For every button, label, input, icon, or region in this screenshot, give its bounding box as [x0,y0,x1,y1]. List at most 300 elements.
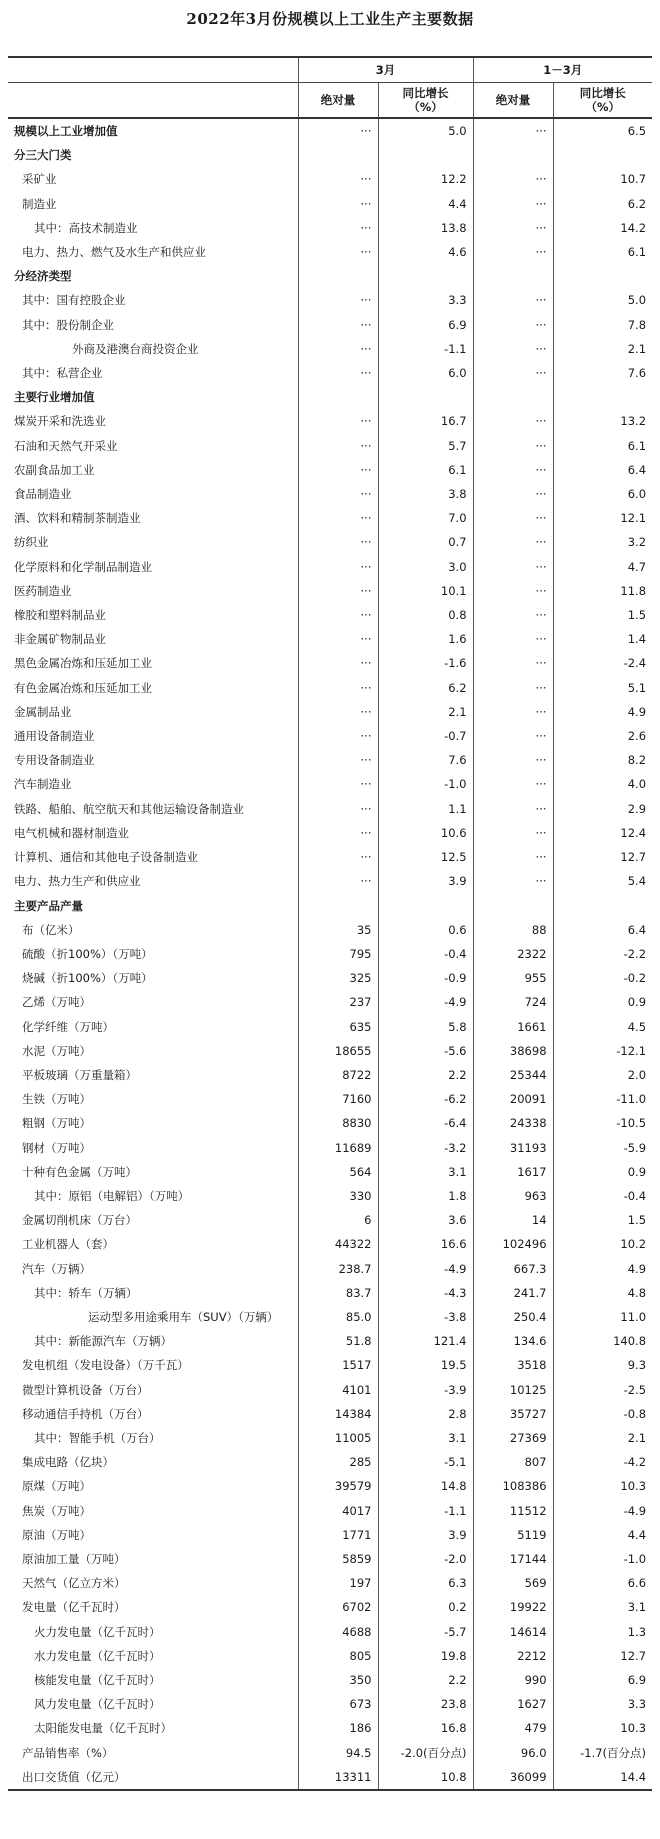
table-row [8,603,652,627]
cell-abs-march: 564 [298,1160,378,1184]
cell-abs-march: 635 [298,1015,378,1039]
cell-abs-q1: ··· [473,409,553,433]
row-label: 铁路、船舶、航空航天和其他运输设备制造业 [14,801,244,816]
table-row [8,748,652,772]
cell-yoy-q1: 12.7 [553,845,652,869]
cell-yoy-march: 1.8 [378,1184,473,1208]
row-label: 生铁（万吨） [22,1092,91,1107]
row-label: 其中：股份制企业 [22,317,114,332]
row-label: 通用设备制造业 [14,729,95,744]
cell-abs-q1: ··· [473,555,553,579]
row-label: 其中：高技术制造业 [34,220,138,235]
table-row [8,313,652,337]
table-row [8,1644,652,1668]
header-yoy-q1 [553,83,652,119]
cell-abs-q1: 108386 [473,1474,553,1498]
cell-yoy-march: 3.1 [378,1160,473,1184]
cell-yoy-q1: 12.7 [553,1644,652,1668]
cell-yoy-q1: 6.4 [553,918,652,942]
cell-yoy-q1: 4.0 [553,772,652,796]
row-label: 汽车（万辆） [22,1261,91,1276]
cell-abs-march: 4688 [298,1620,378,1644]
cell-abs-march: 197 [298,1571,378,1595]
cell-yoy-march [378,894,473,918]
cell-yoy-march [378,143,473,167]
cell-yoy-march: -1.1 [378,1499,473,1523]
row-label: 酒、饮料和精制茶制造业 [14,511,141,526]
table-row [8,1329,652,1353]
cell-abs-march: 13311 [298,1765,378,1790]
cell-abs-q1: ··· [473,216,553,240]
table-row [8,1160,652,1184]
cell-yoy-march: -1.6 [378,651,473,675]
cell-yoy-march: -4.3 [378,1281,473,1305]
cell-abs-march: ··· [298,482,378,506]
cell-yoy-q1: 1.5 [553,1208,652,1232]
cell-abs-march: 44322 [298,1232,378,1256]
cell-yoy-q1: 2.6 [553,724,652,748]
cell-abs-march: ··· [298,118,378,143]
cell-yoy-q1: 140.8 [553,1329,652,1353]
table-row [8,772,652,796]
cell-abs-q1: ··· [473,821,553,845]
cell-abs-march [298,894,378,918]
cell-yoy-q1: 7.6 [553,361,652,385]
cell-abs-q1: 17144 [473,1547,553,1571]
cell-yoy-q1: 4.4 [553,1523,652,1547]
table-row [8,482,652,506]
cell-yoy-march: 3.1 [378,1426,473,1450]
cell-abs-q1 [473,264,553,288]
cell-abs-q1: ··· [473,579,553,603]
table-row [8,1136,652,1160]
cell-yoy-march: 6.3 [378,1571,473,1595]
cell-abs-q1: ··· [473,506,553,530]
cell-yoy-march: 0.7 [378,530,473,554]
cell-yoy-march: 19.5 [378,1353,473,1377]
cell-yoy-march: 13.8 [378,216,473,240]
cell-abs-q1: 27369 [473,1426,553,1450]
header-yoy-line1: 同比增长 [402,86,449,100]
cell-abs-q1: 250.4 [473,1305,553,1329]
cell-abs-q1: 10125 [473,1378,553,1402]
cell-abs-march: ··· [298,458,378,482]
cell-yoy-q1: 3.2 [553,530,652,554]
table-row [8,1257,652,1281]
row-label: 其中：私营企业 [22,366,103,381]
cell-abs-march: ··· [298,530,378,554]
cell-yoy-q1: 2.1 [553,1426,652,1450]
cell-abs-q1: ··· [473,700,553,724]
row-label: 发电量（亿千瓦时） [22,1600,126,1615]
cell-yoy-q1: 4.9 [553,1257,652,1281]
row-label: 外商及港澳台商投资企业 [72,341,199,356]
row-label: 微型计算机设备（万台） [22,1382,149,1397]
cell-abs-march: 186 [298,1716,378,1740]
cell-abs-march: ··· [298,434,378,458]
cell-yoy-march: 7.6 [378,748,473,772]
table-row [8,458,652,482]
cell-yoy-q1: 6.1 [553,434,652,458]
cell-yoy-q1: 10.3 [553,1474,652,1498]
header-period-march: 3月 [298,57,473,83]
cell-yoy-q1: 7.8 [553,313,652,337]
table-row [8,337,652,361]
cell-yoy-q1: 10.3 [553,1716,652,1740]
row-label: 医药制造业 [14,583,72,598]
cell-yoy-march: 0.2 [378,1595,473,1619]
cell-abs-march: 325 [298,966,378,990]
cell-abs-march: 11005 [298,1426,378,1450]
cell-yoy-march: -0.4 [378,942,473,966]
cell-yoy-q1: 10.7 [553,167,652,191]
row-label: 电气机械和器材制造业 [14,825,129,840]
cell-abs-q1: 1617 [473,1160,553,1184]
table-row [8,869,652,893]
table-row [8,1450,652,1474]
cell-abs-q1: 134.6 [473,1329,553,1353]
row-label: 化学原料和化学制品制造业 [14,559,152,574]
row-label: 其中：新能源汽车（万辆） [34,1334,172,1349]
cell-yoy-q1: 6.5 [553,118,652,143]
row-label: 硫酸（折100%）（万吨） [22,946,153,961]
cell-abs-march: ··· [298,845,378,869]
table-row [8,555,652,579]
row-label: 布（亿米） [22,922,80,937]
cell-abs-q1: ··· [473,458,553,482]
cell-yoy-march: 23.8 [378,1692,473,1716]
cell-abs-q1: ··· [473,724,553,748]
cell-abs-march: ··· [298,724,378,748]
cell-abs-march: 237 [298,990,378,1014]
cell-abs-march: ··· [298,555,378,579]
cell-abs-q1: 19922 [473,1595,553,1619]
cell-abs-q1: ··· [473,240,553,264]
cell-abs-q1: ··· [473,651,553,675]
row-label: 非金属矿物制品业 [14,632,106,647]
table-row [8,288,652,312]
table-row [8,167,652,191]
table-row [8,1523,652,1547]
cell-abs-q1: 2322 [473,942,553,966]
cell-yoy-march: 3.3 [378,288,473,312]
table-row [8,1281,652,1305]
cell-abs-q1: ··· [473,676,553,700]
cell-yoy-march: 3.9 [378,869,473,893]
cell-yoy-q1: 12.1 [553,506,652,530]
cell-abs-q1: 667.3 [473,1257,553,1281]
row-label: 汽车制造业 [14,777,72,792]
cell-abs-march: 6702 [298,1595,378,1619]
cell-abs-q1: 14 [473,1208,553,1232]
table-row [8,579,652,603]
cell-yoy-q1: -11.0 [553,1087,652,1111]
cell-abs-q1: 25344 [473,1063,553,1087]
cell-abs-march: ··· [298,603,378,627]
cell-yoy-q1: 2.1 [553,337,652,361]
cell-yoy-march: -6.2 [378,1087,473,1111]
cell-yoy-march: 12.5 [378,845,473,869]
cell-abs-march: 8830 [298,1111,378,1135]
cell-abs-march: ··· [298,409,378,433]
cell-yoy-q1 [553,894,652,918]
cell-yoy-march: -5.6 [378,1039,473,1063]
row-label: 金属制品业 [14,704,72,719]
table-row [8,264,652,288]
cell-abs-q1: ··· [473,530,553,554]
row-label: 核能发电量（亿千瓦时） [34,1673,161,1687]
cell-yoy-q1: -4.2 [553,1450,652,1474]
table-row [8,797,652,821]
table-row [8,1595,652,1619]
cell-abs-march: 4017 [298,1499,378,1523]
cell-abs-march: 94.5 [298,1741,378,1765]
table-row [8,1716,652,1740]
cell-yoy-q1: 3.1 [553,1595,652,1619]
row-label: 其中：智能手机（万台） [34,1430,161,1445]
cell-abs-march: 350 [298,1668,378,1692]
cell-yoy-q1: 11.0 [553,1305,652,1329]
table-row [8,1305,652,1329]
cell-yoy-q1: -2.4 [553,651,652,675]
row-label: 橡胶和塑料制品业 [14,608,106,623]
cell-yoy-march: -5.7 [378,1620,473,1644]
row-label: 有色金属冶炼和压延加工业 [14,680,152,695]
cell-abs-march: 238.7 [298,1257,378,1281]
cell-yoy-march: 6.2 [378,676,473,700]
header-yoy-line2: （%） [585,100,621,114]
cell-yoy-q1: 4.5 [553,1015,652,1039]
cell-yoy-march: 3.6 [378,1208,473,1232]
cell-yoy-q1: 6.1 [553,240,652,264]
cell-abs-q1: ··· [473,797,553,821]
cell-abs-q1: ··· [473,603,553,627]
cell-abs-q1: 241.7 [473,1281,553,1305]
cell-yoy-march: 19.8 [378,1644,473,1668]
cell-yoy-q1: 4.9 [553,700,652,724]
table-row [8,966,652,990]
row-label: 其中：原铝（电解铝）（万吨） [34,1188,190,1203]
row-label: 天然气（亿立方米） [22,1576,126,1591]
table-row [8,700,652,724]
cell-yoy-march: 3.0 [378,555,473,579]
cell-yoy-march: -6.4 [378,1111,473,1135]
cell-abs-q1 [473,894,553,918]
cell-abs-q1: 31193 [473,1136,553,1160]
cell-abs-q1: 96.0 [473,1741,553,1765]
row-label: 规模以上工业增加值 [14,124,118,138]
cell-abs-q1: 102496 [473,1232,553,1256]
cell-yoy-q1: 5.1 [553,676,652,700]
cell-yoy-q1: 0.9 [553,1160,652,1184]
cell-abs-march: ··· [298,337,378,361]
cell-yoy-march: 12.2 [378,167,473,191]
cell-abs-q1: ··· [473,167,553,191]
cell-abs-q1: 2212 [473,1644,553,1668]
table-row [8,434,652,458]
table-row [8,1063,652,1087]
table-row [8,918,652,942]
table-row [8,1402,652,1426]
cell-abs-q1: 1661 [473,1015,553,1039]
cell-yoy-march: 5.0 [378,118,473,143]
cell-abs-q1: 14614 [473,1620,553,1644]
cell-yoy-march: 10.1 [378,579,473,603]
cell-yoy-march: -3.2 [378,1136,473,1160]
cell-abs-q1: 5119 [473,1523,553,1547]
cell-yoy-march: 3.9 [378,1523,473,1547]
cell-abs-march [298,264,378,288]
row-label: 化学纤维（万吨） [22,1019,114,1034]
table-row [8,1378,652,1402]
cell-yoy-q1: 1.4 [553,627,652,651]
cell-yoy-q1: -2.5 [553,1378,652,1402]
header-blank-2 [8,83,298,119]
cell-abs-q1: 20091 [473,1087,553,1111]
cell-yoy-march: 6.0 [378,361,473,385]
row-label: 其中：轿车（万辆） [34,1285,138,1300]
cell-yoy-march: -2.0 [378,1547,473,1571]
row-label: 粗钢（万吨） [22,1116,91,1131]
header-abs-q1: 绝对量 [473,83,553,119]
cell-abs-q1: 990 [473,1668,553,1692]
table-row [8,1039,652,1063]
cell-abs-q1: ··· [473,772,553,796]
cell-abs-march: ··· [298,700,378,724]
cell-yoy-march: 3.8 [378,482,473,506]
cell-yoy-q1: 2.9 [553,797,652,821]
row-label: 产品销售率（%） [22,1745,114,1760]
row-label: 原油加工量（万吨） [22,1551,126,1566]
cell-yoy-q1: 11.8 [553,579,652,603]
cell-abs-march: ··· [298,313,378,337]
cell-yoy-march: -5.1 [378,1450,473,1474]
table-row [8,1111,652,1135]
cell-yoy-q1: 0.9 [553,990,652,1014]
row-label: 工业机器人（套） [22,1237,114,1252]
cell-yoy-march: 10.8 [378,1765,473,1790]
cell-abs-march: ··· [298,627,378,651]
cell-yoy-q1: 14.4 [553,1765,652,1790]
cell-abs-march: ··· [298,772,378,796]
table-row [8,676,652,700]
cell-yoy-march: 5.8 [378,1015,473,1039]
header-period-q1: 1－3月 [473,57,652,83]
cell-abs-march: 805 [298,1644,378,1668]
cell-abs-march: ··· [298,361,378,385]
cell-yoy-march: 2.2 [378,1668,473,1692]
cell-yoy-q1: 6.6 [553,1571,652,1595]
cell-yoy-march: 2.8 [378,1402,473,1426]
cell-yoy-q1: -2.2 [553,942,652,966]
cell-yoy-march: 10.6 [378,821,473,845]
table-row [8,1620,652,1644]
cell-yoy-march: -0.9 [378,966,473,990]
cell-abs-march: 7160 [298,1087,378,1111]
row-label: 乙烯（万吨） [22,995,91,1010]
cell-yoy-march: 6.9 [378,313,473,337]
cell-yoy-q1: 2.0 [553,1063,652,1087]
table-row [8,1208,652,1232]
cell-yoy-q1: -0.8 [553,1402,652,1426]
table-row [8,1184,652,1208]
cell-yoy-q1: 6.0 [553,482,652,506]
row-label: 专用设备制造业 [14,753,95,768]
cell-abs-q1: ··· [473,434,553,458]
cell-yoy-march: 1.1 [378,797,473,821]
table-row [8,1232,652,1256]
cell-abs-march: ··· [298,821,378,845]
cell-yoy-march: 4.6 [378,240,473,264]
cell-yoy-q1: 5.0 [553,288,652,312]
row-label: 农副食品加工业 [14,462,95,477]
cell-yoy-march: -0.7 [378,724,473,748]
row-label: 金属切削机床（万台） [22,1213,137,1228]
table-row [8,361,652,385]
cell-yoy-q1: -0.2 [553,966,652,990]
cell-abs-march: 39579 [298,1474,378,1498]
table-row [8,627,652,651]
row-label: 十种有色金属（万吨） [22,1164,137,1179]
row-label: 电力、热力生产和供应业 [14,874,141,889]
cell-abs-march: ··· [298,869,378,893]
cell-yoy-march: 14.8 [378,1474,473,1498]
cell-abs-q1: ··· [473,288,553,312]
cell-abs-march: 1517 [298,1353,378,1377]
cell-abs-march: 14384 [298,1402,378,1426]
cell-yoy-q1: 10.2 [553,1232,652,1256]
table-row [8,192,652,216]
header-yoy-march [378,83,473,119]
row-label: 其中：国有控股企业 [22,293,126,308]
cell-yoy-march: -2.0(百分点) [378,1741,473,1765]
cell-yoy-march: 2.2 [378,1063,473,1087]
cell-abs-q1: 88 [473,918,553,942]
cell-abs-q1: ··· [473,869,553,893]
cell-abs-q1: 963 [473,1184,553,1208]
row-label: 移动通信手持机（万台） [22,1406,149,1421]
cell-abs-march: 673 [298,1692,378,1716]
cell-abs-q1: 1627 [473,1692,553,1716]
cell-yoy-q1: 12.4 [553,821,652,845]
cell-yoy-march: 2.1 [378,700,473,724]
table-row [8,894,652,918]
table-row [8,506,652,530]
cell-abs-march: 51.8 [298,1329,378,1353]
table-row [8,1668,652,1692]
cell-abs-march: ··· [298,797,378,821]
row-label: 分三大门类 [14,148,72,163]
cell-yoy-q1: 5.4 [553,869,652,893]
row-label: 钢材（万吨） [22,1140,91,1155]
cell-abs-march: ··· [298,288,378,312]
cell-abs-march: 1771 [298,1523,378,1547]
cell-abs-q1: 11512 [473,1499,553,1523]
table-row [8,724,652,748]
table-row [8,651,652,675]
cell-abs-march: ··· [298,240,378,264]
row-label: 电力、热力、燃气及水生产和供应业 [22,245,206,260]
cell-yoy-march: -3.9 [378,1378,473,1402]
header-yoy-line2: （%） [408,100,443,114]
cell-abs-q1: 36099 [473,1765,553,1790]
table-row [8,216,652,240]
cell-abs-march: 11689 [298,1136,378,1160]
cell-abs-march: 6 [298,1208,378,1232]
cell-abs-q1: 955 [473,966,553,990]
cell-abs-q1: 3518 [473,1353,553,1377]
table-row [8,1015,652,1039]
